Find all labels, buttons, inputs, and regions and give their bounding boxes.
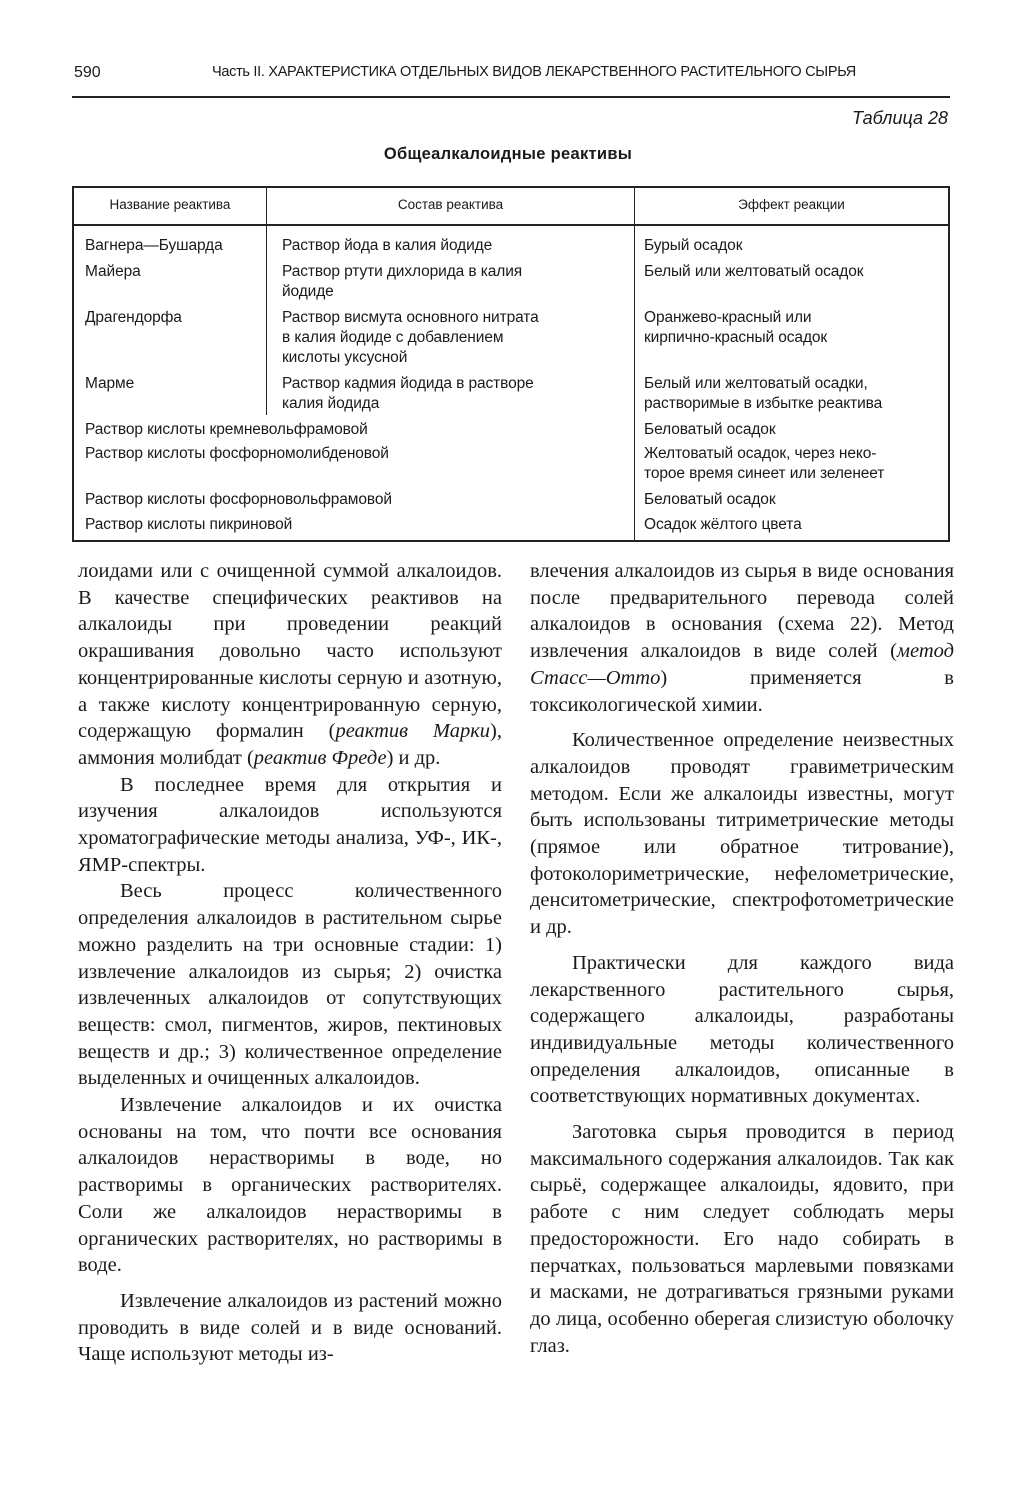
table-column-divider: [634, 188, 635, 540]
table-cell-name: Раствор кислоты кремневольфрамовой: [85, 421, 368, 438]
table-cell-composition: Раствор висмута основного нитрата: [282, 309, 539, 326]
table-cell-composition: йодиде: [282, 283, 334, 300]
table-cell-effect: кирпично-красный осадок: [644, 329, 828, 346]
page-number: 590: [74, 64, 101, 81]
table-cell-composition: Раствор йода в калия йодиде: [282, 237, 493, 254]
paragraph: Заготовка сырья проводится в период максимального содержания алкалоидов. Так как сырьё, содержащее алкалоиды, ядовито, при работе с ним следует соблюдать меры предосторожности. Его надо собирать в перчатках, пользоваться марлевыми повязками и масками, не дотрагиваться грязными руками до лица, особенно оберегая слизистую оболочку глаз.: [530, 1121, 954, 1357]
paragraph: Весь процесс количественного определения алкалоидов в растительном сырье можно разделить на три основные стадии: 1) извлечение алкалоидов из сырья; 2) очистка извлеченных алкалоидов от сопутствующих веществ: смол, пигментов, жиров, пектиновых веществ и др.; 3) количественное определение выделенных и очищенных алкалоидов.: [78, 880, 502, 1090]
table-cell-effect: Белый или желтоватый осадки,: [644, 375, 868, 392]
table-cell-name: Раствор кислоты фосфорновольфрамовой: [85, 491, 392, 508]
table-cell-name: Раствор кислоты пикриновой: [85, 516, 293, 533]
table-cell-effect: Беловатый осадок: [644, 421, 776, 438]
table-header-effect: Эффект реакции: [738, 197, 845, 212]
table-header-composition: Состав реактива: [397, 197, 504, 212]
paragraph: лоидами или с очищенной суммой алкалоидов. В качестве специфических реактивов на алкалоиды при проведении реакций окрашивания довольно часто используют концентрированные кислоты серную и азотную, а также кислоту концентрированную серную, содержащую формалин (реактив Марки), аммония молибдат (реактив Фреде) и др.: [78, 560, 502, 769]
paragraph: Извлечение алкалоидов из растений можно проводить в виде солей и в виде оснований. Чаще используют методы из-: [78, 1289, 502, 1366]
table-number: Таблица 28: [851, 108, 948, 128]
table-cell-effect: Беловатый осадок: [644, 491, 776, 508]
text-column-right: [530, 558, 954, 1359]
table-cell-name: Вагнера—Бушарда: [85, 237, 223, 254]
table-cell-name: Раствор кислоты фосфорномолибденовой: [85, 445, 389, 462]
table-cell-effect: Бурый осадок: [644, 237, 743, 254]
table-cell-composition: калия йодида: [282, 395, 380, 412]
text-column-left: [78, 558, 502, 1368]
table-header-rule: [74, 224, 948, 226]
table-cell-effect: Белый или желтоватый осадок: [644, 263, 864, 280]
paragraph: Практически для каждого вида лекарственного растительного сырья, содержащего алкалоиды, разработаны индивидуальные методы количественного определения алкалоидов, описанные в соответствующих нормативных документах.: [530, 951, 954, 1108]
paragraph: влечения алкалоидов из сырья в виде основания после предварительного перевода солей алкалоидов в основания (схема 22). Метод извлечения алкалоидов в виде солей (метод Стасс—Отто) применяется в токсикологической химии.: [530, 560, 954, 716]
table-cell-composition: кислоты уксусной: [282, 349, 408, 366]
table-cell-name: Майера: [85, 263, 141, 280]
table-cell-effect: Оранжево-красный или: [644, 309, 812, 326]
running-title: Часть II. ХАРАКТЕРИСТИКА ОТДЕЛЬНЫХ ВИДОВ ЛЕКАРСТВЕННОГО РАСТИТЕЛЬНОГО СЫРЬЯ: [212, 64, 856, 80]
table-column-divider: [266, 188, 267, 415]
paragraph: В последнее время для открытия и изучения алкалоидов используются хроматографические методы анализа, УФ-, ИК-, ЯМР-спектры.: [78, 773, 502, 876]
table-cell-effect: растворимые в избытке реактива: [644, 395, 883, 412]
paragraph: Количественное определение неизвестных алкалоидов проводят гравиметрическим методом. Если же алкалоиды известны, могут быть использованы титриметрические методы (прямое или обратное титрование), фотоколориметрические, нефелометрические, денситометрические, спектрофотометрические и др.: [530, 729, 954, 939]
table-cell-effect: Желтоватый осадок, через неко-: [644, 445, 877, 462]
table-cell-composition: Раствор ртути дихлорида в калия: [282, 263, 523, 280]
header-rule: [72, 96, 950, 98]
table-cell-effect: торое время синеет или зеленеет: [644, 465, 885, 482]
table-cell-name: Драгендорфа: [85, 309, 182, 326]
table-header-name: Название реактива: [109, 197, 231, 212]
table-cell-composition: Раствор кадмия йодида в растворе: [282, 375, 534, 392]
table-cell-effect: Осадок жёлтого цвета: [644, 516, 802, 533]
table-title: Общеалкалоидные реактивы: [383, 145, 633, 163]
paragraph: Извлечение алкалоидов и их очистка основаны на том, что почти все основания алкалоидов нерастворимы в воде, но растворимы в органических растворителях. Соли же алкалоидов нерастворимы в органических растворителях, но растворимы в воде.: [78, 1094, 502, 1277]
table-cell-name: Марме: [85, 375, 135, 392]
table-cell-composition: в калия йодиде с добавлением: [282, 329, 504, 346]
